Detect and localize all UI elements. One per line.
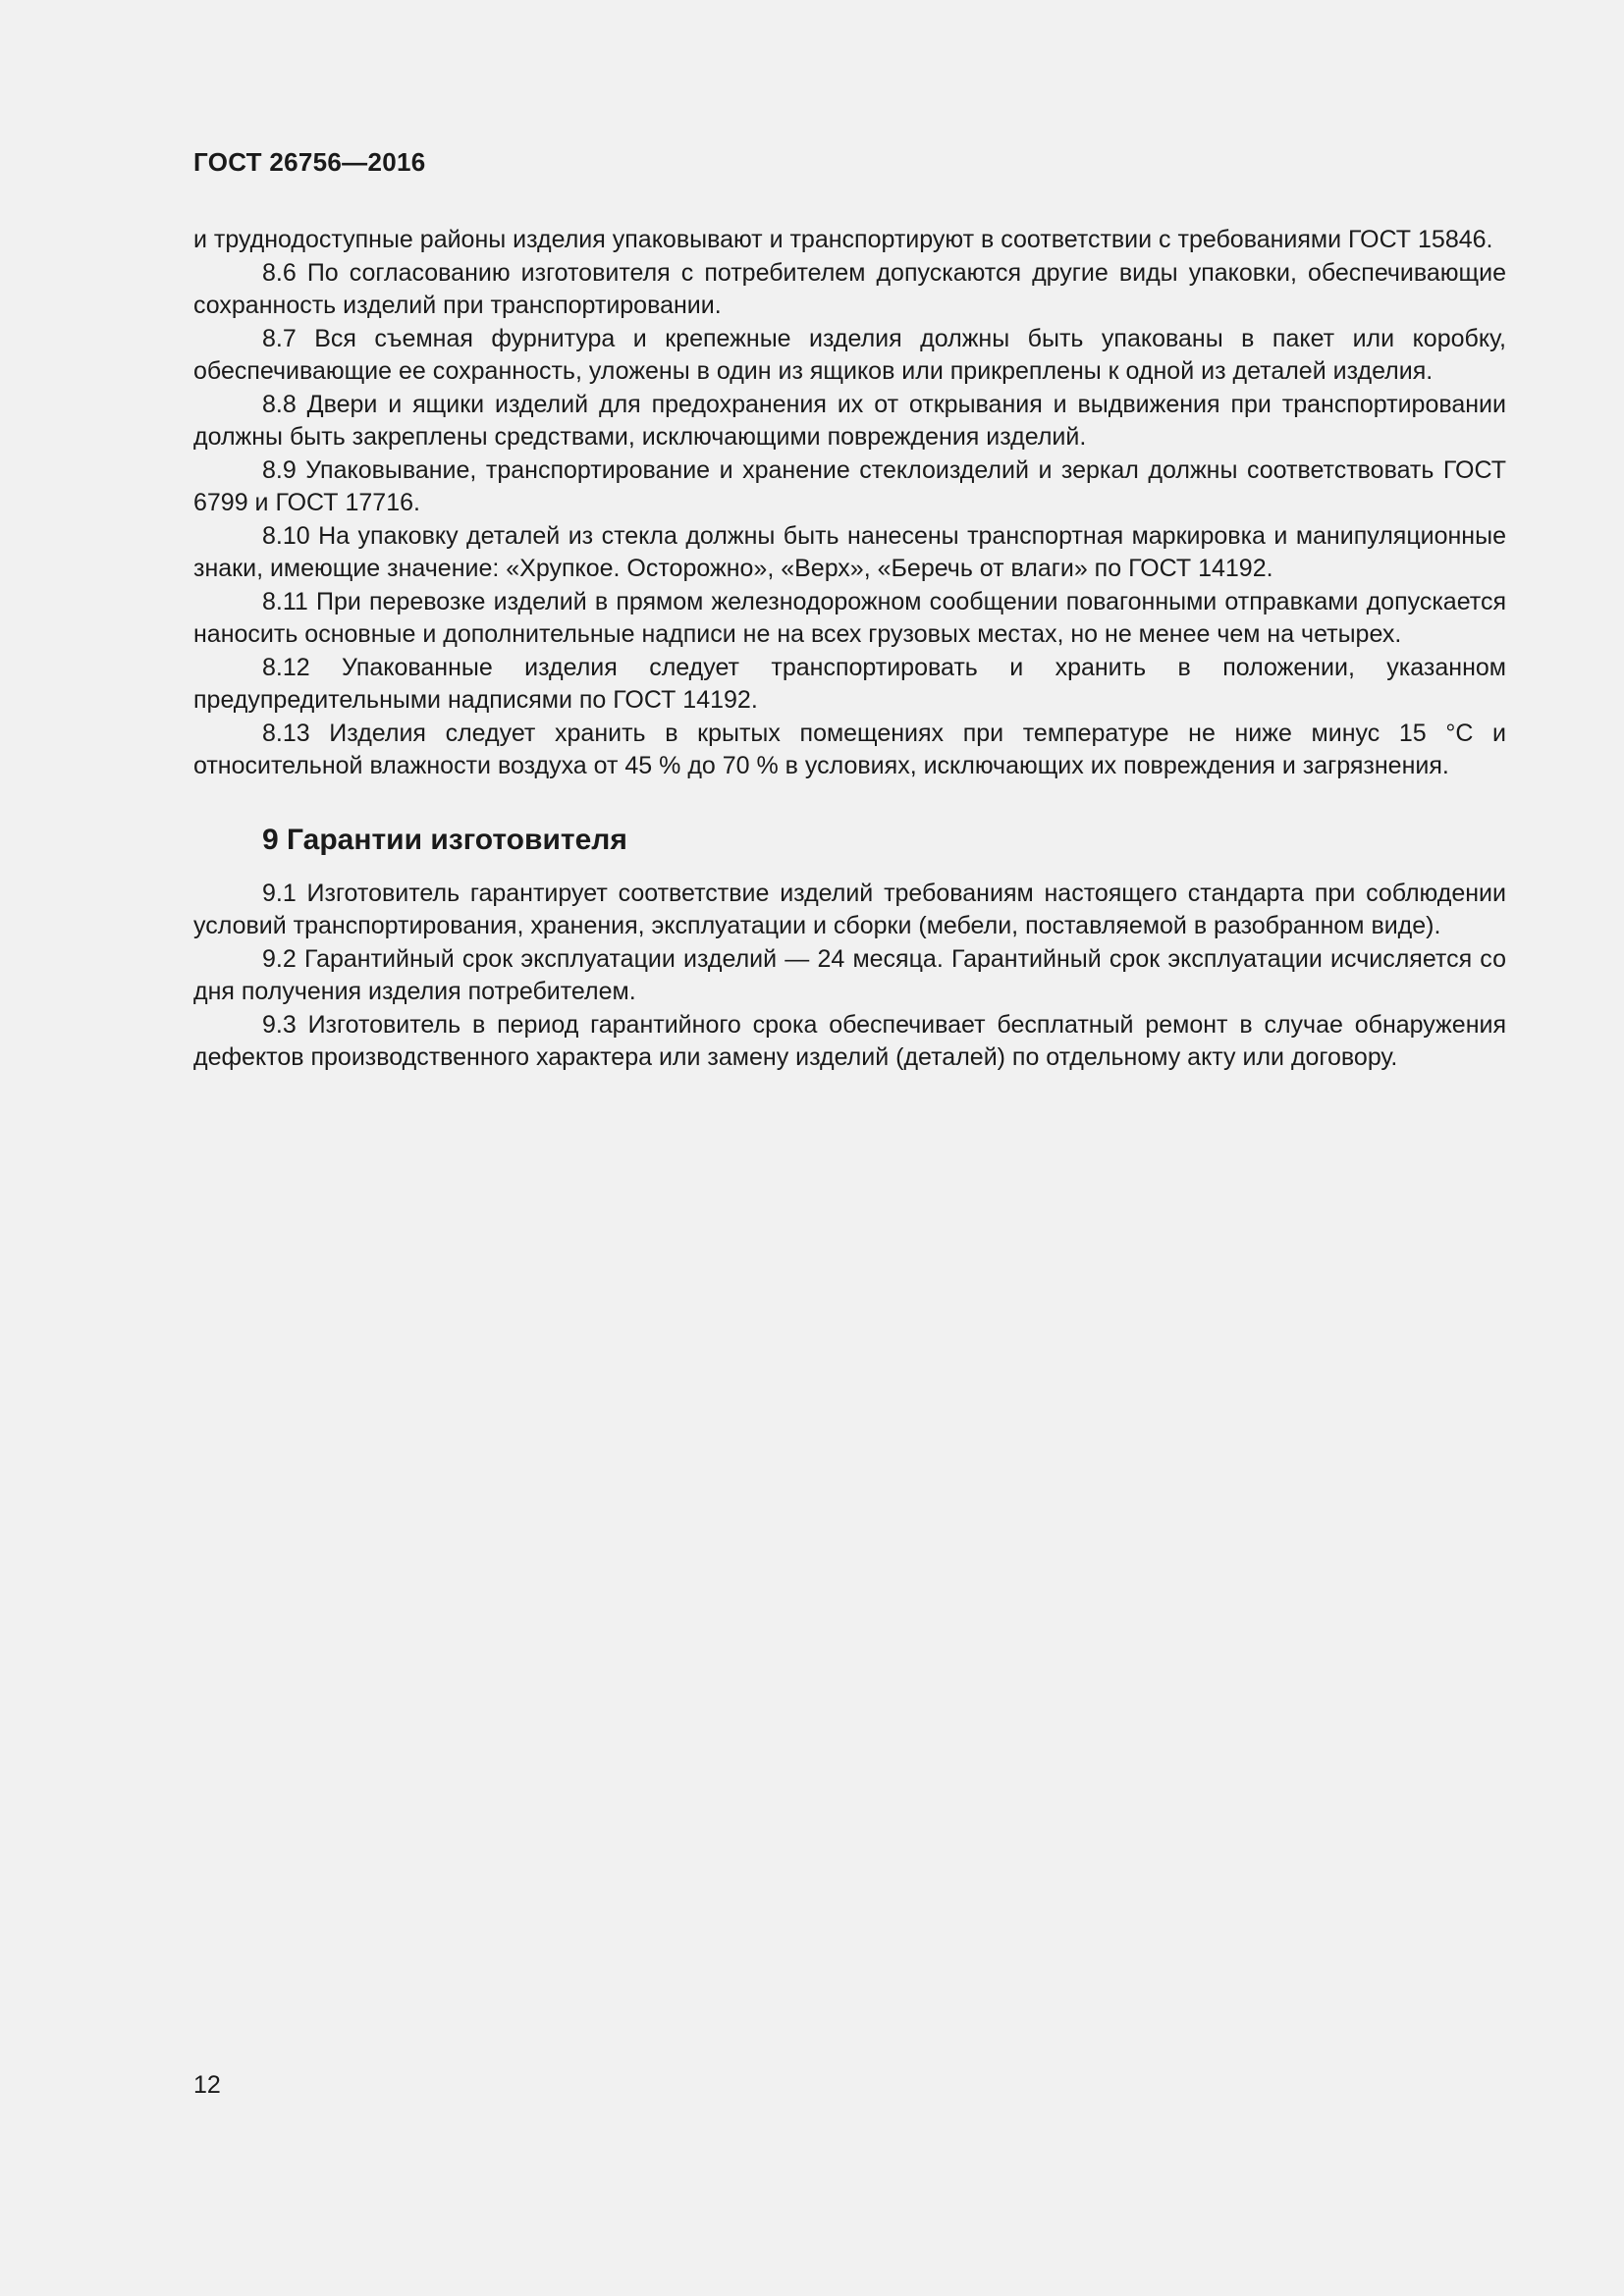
paragraph-8-13: 8.13 Изделия следует хранить в крытых помещениях при температуре не ниже минус 15 °С и относительной влажности воздуха от 45 % до 70 % в условиях, исключающих их повреждения и загрязнения. — [193, 719, 1506, 779]
paragraph-8-6: 8.6 По согласованию изготовителя с потребителем допускаются другие виды упаковки, обеспечивающие сохранность изделий при транспортировании. — [193, 258, 1506, 319]
document-header: ГОСТ 26756—2016 — [193, 147, 426, 177]
paragraph-8-9: 8.9 Упаковывание, транспортирование и хранение стеклоизделий и зеркал должны соответствовать ГОСТ 6799 и ГОСТ 17716. — [193, 455, 1506, 516]
paragraph-8-7: 8.7 Вся съемная фурнитура и крепежные изделия должны быть упакованы в пакет или коробку, обеспечивающие ее сохранность, уложены в один из ящиков или прикреплены к одной из деталей изделия. — [193, 324, 1506, 385]
section-heading: 9 Гарантии изготовителя — [262, 823, 627, 856]
paragraph-9-2: 9.2 Гарантийный срок эксплуатации изделий — 24 месяца. Гарантийный срок эксплуатации исчисляется со дня получения изделия потребителем. — [193, 944, 1506, 1005]
paragraph-9-3: 9.3 Изготовитель в период гарантийного срока обеспечивает бесплатный ремонт в случае обнаружения дефектов производственного характера или замену изделий (деталей) по отдельному акту или договору. — [193, 1010, 1506, 1071]
document-body — [193, 224, 1506, 1075]
page-number: 12 — [193, 2071, 221, 2099]
paragraph-continuation: и труднодоступные районы изделия упаковывают и транспортируют в соответствии с требованиями ГОСТ 15846. — [193, 226, 1493, 253]
paragraph-8-8: 8.8 Двери и ящики изделий для предохранения их от открывания и выдвижения при транспортировании должны быть закреплены средствами, исключающими повреждения изделий. — [193, 390, 1506, 451]
paragraph-9-1: 9.1 Изготовитель гарантирует соответствие изделий требованиям настоящего стандарта при соблюдении условий транспортирования, хранения, эксплуатации и сборки (мебели, поставляемой в разобранном виде). — [193, 879, 1506, 939]
paragraph-8-10: 8.10 На упаковку деталей из стекла должны быть нанесены транспортная маркировка и манипуляционные знаки, имеющие значение: «Хрупкое. Осторожно», «Верх», «Беречь от влаги» по ГОСТ 14192. — [193, 521, 1506, 582]
paragraph-8-11: 8.11 При перевозке изделий в прямом железнодорожном сообщении повагонными отправками допускается наносить основные и дополнительные надписи не на всех грузовых местах, но не менее чем на четырех. — [193, 587, 1506, 648]
paragraph-8-12: 8.12 Упакованные изделия следует транспортировать и хранить в положении, указанном предупредительными надписями по ГОСТ 14192. — [193, 653, 1506, 714]
